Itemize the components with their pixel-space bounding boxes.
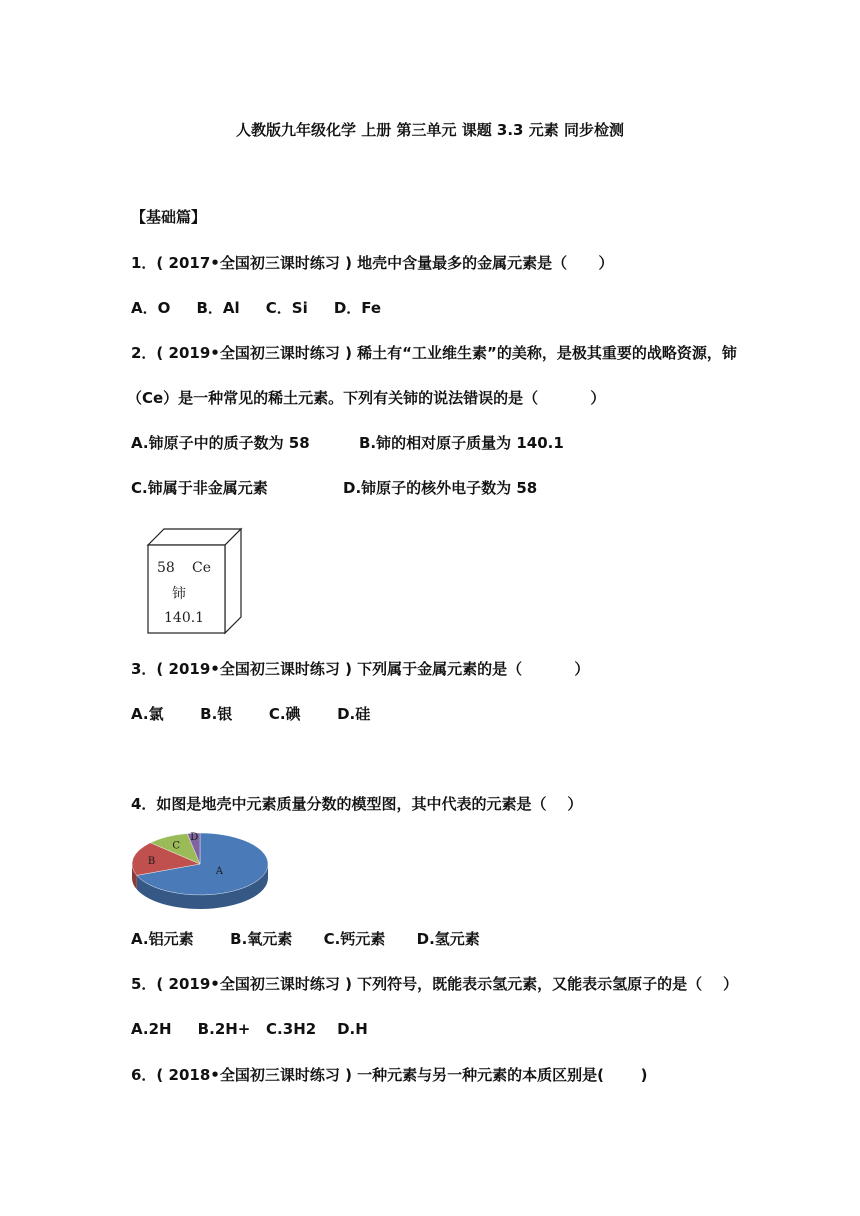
card-element-name: 铈	[172, 586, 186, 602]
question-2-option-b: B.铈的相对原子质量为 140.1	[359, 434, 564, 452]
question-1-stem: 1．( 2017•全国初三课时练习 ) 地壳中含量最多的金属元素是（ ）	[131, 254, 614, 272]
question-2-stem-line1: 2．( 2019•全国初三课时练习 ) 稀土有“工业维生素”的美称，是极其重要的战略资源，铈	[131, 344, 737, 362]
question-2-option-c: C.铈属于非金属元素	[131, 479, 268, 497]
crust-composition-pie-chart	[128, 828, 272, 914]
question-2-option-d: D.铈原子的核外电子数为 58	[343, 479, 538, 497]
cerium-element-card	[140, 524, 244, 636]
question-1-options: A．O B．Al C．Si D．Fe	[131, 299, 382, 317]
question-4-stem: 4．如图是地壳中元素质量分数的模型图，其中代表的元素是（ ）	[131, 795, 583, 813]
question-6-stem: 6．( 2018•全国初三课时练习 ) 一种元素与另一种元素的本质区别是( )	[131, 1066, 648, 1084]
question-5-stem: 5．( 2019•全国初三课时练习 ) 下列符号，既能表示氢元素，又能表示氢原子的是（ ）	[131, 975, 739, 993]
section-heading: 【基础篇】	[131, 208, 207, 226]
card-atomic-mass: 140.1	[164, 610, 205, 626]
card-symbol: Ce	[192, 560, 211, 576]
question-3-options: A.氯 B.银 C.碘 D.硅	[131, 705, 371, 723]
pie-label-c: C	[172, 840, 181, 852]
question-5-options: A.2H B.2H+ C.3H2 D.H	[131, 1020, 368, 1038]
question-3-stem: 3．( 2019•全国初三课时练习 ) 下列属于金属元素的是（ ）	[131, 660, 590, 678]
pie-label-d: D	[190, 832, 199, 844]
pie-label-a: A	[215, 866, 223, 878]
question-2-option-a: A.铈原子中的质子数为 58	[131, 434, 310, 452]
card-atomic-number: 58	[157, 560, 175, 576]
pie-label-b: B	[147, 855, 156, 867]
question-2-stem-line2: （Ce）是一种常见的稀土元素。下列有关铈的说法错误的是（ ）	[127, 389, 606, 407]
question-4-options: A.铝元素 B.氧元素 C.钙元素 D.氢元素	[131, 930, 480, 948]
document-title: 人教版九年级化学 上册 第三单元 课题 3.3 元素 同步检测	[236, 121, 624, 139]
